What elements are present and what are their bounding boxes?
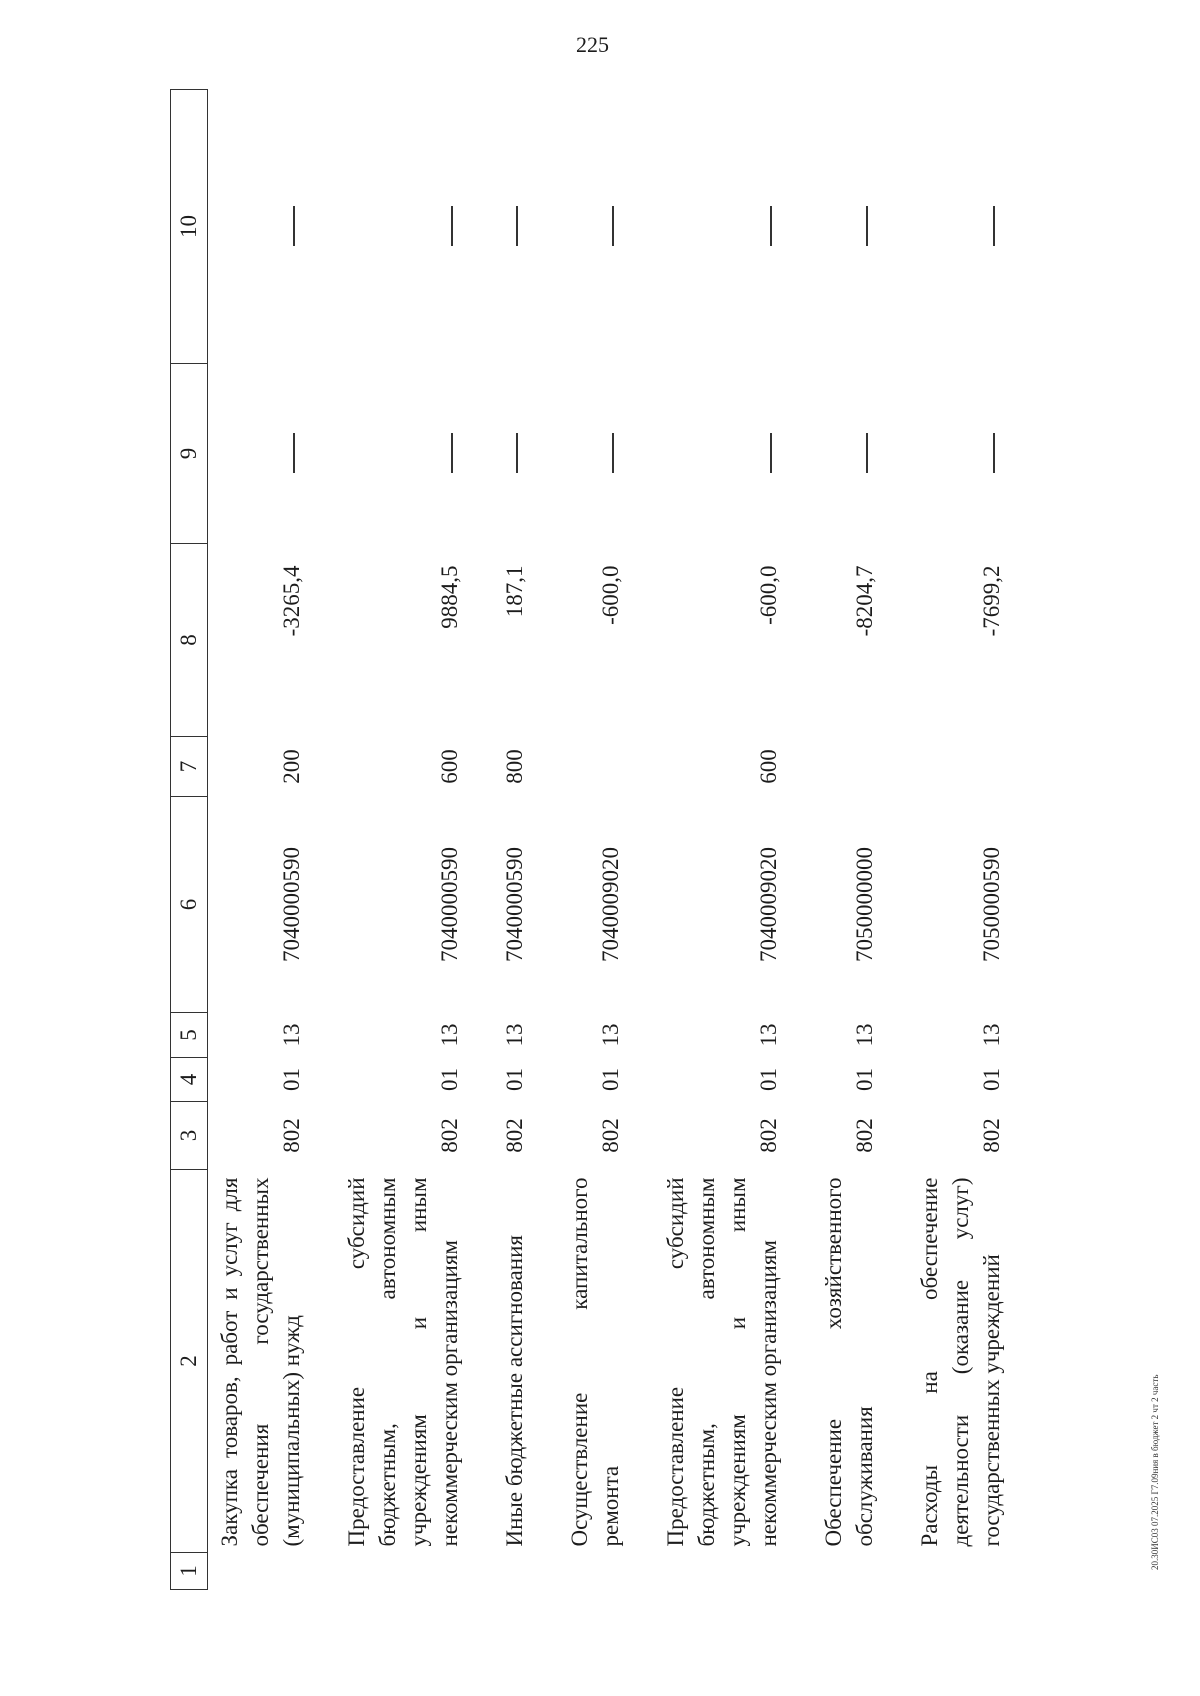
- column-header: 1: [171, 1553, 208, 1590]
- target-article-cell: 7050000590: [979, 847, 1004, 962]
- amount-cell: -7699,2: [979, 565, 1004, 637]
- column-10-cell: [886, 90, 1013, 364]
- expense-name-cell: Предоставление субсидий бюджетным, автономным учреждениям и иным некоммерческим организациям: [663, 1177, 781, 1547]
- dash-mark: [612, 207, 614, 247]
- amount-cell: -600,0: [598, 565, 623, 625]
- column-header: 10: [171, 90, 208, 364]
- dash-mark: [993, 434, 995, 474]
- ministry-code-cell: 802: [852, 1118, 877, 1153]
- target-article-cell: 7040000590: [437, 847, 462, 962]
- dash-mark: [293, 207, 295, 247]
- amount-cell: -600,0: [756, 565, 781, 625]
- section-code-cell: 01: [437, 1068, 462, 1091]
- expense-type-cell: 600: [756, 749, 781, 784]
- dash-mark: [293, 434, 295, 474]
- expense-type-cell: [886, 737, 1013, 797]
- ministry-code-cell: 802: [279, 1118, 304, 1153]
- dash-mark: [516, 434, 518, 474]
- expense-name-cell: Закупка товаров, работ и услуг для обеспечения государственных (муниципальных) нужд: [217, 1177, 304, 1547]
- expense-type-cell: 800: [502, 749, 527, 784]
- amount-cell: 9884,5: [437, 565, 462, 629]
- subsection-code-cell: 13: [437, 1023, 462, 1047]
- column-header: 5: [171, 1013, 208, 1058]
- column-10-cell: [790, 90, 886, 364]
- column-header: 4: [171, 1058, 208, 1102]
- subsection-code-cell: 13: [852, 1023, 877, 1047]
- column-10-cell: [536, 90, 632, 364]
- column-header: 7: [171, 737, 208, 797]
- dash-mark: [770, 207, 772, 247]
- section-code-cell: 01: [756, 1068, 781, 1091]
- dash-mark: [612, 434, 614, 474]
- expense-type-cell: [790, 737, 886, 797]
- dash-mark: [993, 207, 995, 247]
- row-number-cell: [886, 1553, 1013, 1590]
- ministry-code-cell: 802: [598, 1118, 623, 1153]
- column-10-cell: [632, 90, 790, 364]
- amount-cell: 187,1: [502, 565, 527, 618]
- column-9-cell: [208, 364, 314, 544]
- ministry-code-cell: 802: [979, 1118, 1004, 1153]
- section-code-cell: 01: [279, 1068, 304, 1091]
- table-row: [536, 90, 632, 1590]
- column-9-cell: [313, 364, 471, 544]
- expense-type-cell: 600: [437, 749, 462, 784]
- table-header-row: [171, 90, 208, 1590]
- budget-table: [170, 89, 1013, 1590]
- column-9-cell: [886, 364, 1013, 544]
- expense-type-cell: [536, 737, 632, 797]
- subsection-code-cell: 13: [279, 1023, 304, 1047]
- table-row: [632, 90, 790, 1590]
- subsection-code-cell: 13: [979, 1023, 1004, 1047]
- ministry-code-cell: 802: [502, 1118, 527, 1153]
- table-row: [313, 90, 471, 1590]
- table-row: [471, 90, 536, 1590]
- budget-table-sheet: [170, 90, 1045, 1590]
- section-code-cell: 01: [852, 1068, 877, 1091]
- column-header: 6: [171, 797, 208, 1013]
- amount-cell: -8204,7: [852, 565, 877, 637]
- column-9-cell: [790, 364, 886, 544]
- column-header: 8: [171, 544, 208, 737]
- expense-name-cell: Иные бюджетные ассигнования: [502, 1235, 527, 1547]
- table-row: [886, 90, 1013, 1590]
- row-number-cell: [632, 1553, 790, 1590]
- column-9-cell: [632, 364, 790, 544]
- column-9-cell: [536, 364, 632, 544]
- dash-mark: [451, 207, 453, 247]
- target-article-cell: 7040000590: [279, 847, 304, 962]
- expense-name-cell: Предоставление субсидий бюджетным, автономным учреждениям и иным некоммерческим организациям: [344, 1177, 462, 1547]
- expense-name-cell: Обеспечение хозяйственного обслуживания: [821, 1177, 877, 1547]
- table-row: [208, 90, 314, 1590]
- column-10-cell: [208, 90, 314, 364]
- expense-type-cell: 200: [279, 749, 304, 784]
- target-article-cell: 7040000590: [502, 847, 527, 962]
- section-code-cell: 01: [979, 1068, 1004, 1091]
- section-code-cell: 01: [598, 1068, 623, 1091]
- dash-mark: [770, 434, 772, 474]
- section-code-cell: 01: [502, 1068, 527, 1091]
- target-article-cell: 7040009020: [756, 847, 781, 962]
- table-body: [208, 90, 1014, 1590]
- expense-name-cell: Расходы на обеспечение деятельности (оказание услуг) государственных учреждений: [917, 1177, 1004, 1547]
- table-row: [790, 90, 886, 1590]
- subsection-code-cell: 13: [598, 1023, 623, 1047]
- column-header: 9: [171, 364, 208, 544]
- dash-mark: [866, 434, 868, 474]
- ministry-code-cell: 802: [437, 1118, 462, 1153]
- subsection-code-cell: 13: [502, 1023, 527, 1047]
- expense-name-cell: Осуществление капитального ремонта: [567, 1177, 623, 1547]
- amount-cell: -3265,4: [279, 565, 304, 637]
- footer-note: 20.30ИС03 07.2025 Г7.09ния в бюджет 2 чт 2 часть: [1150, 1374, 1160, 1570]
- ministry-code-cell: 802: [756, 1118, 781, 1153]
- column-9-cell: [471, 364, 536, 544]
- column-10-cell: [471, 90, 536, 364]
- column-10-cell: [313, 90, 471, 364]
- row-number-cell: [208, 1553, 314, 1590]
- target-article-cell: 7040009020: [598, 847, 623, 962]
- row-number-cell: [313, 1553, 471, 1590]
- column-header: 2: [171, 1170, 208, 1553]
- column-header: 3: [171, 1102, 208, 1170]
- page-number: 225: [576, 32, 609, 57]
- dash-mark: [451, 434, 453, 474]
- dash-mark: [516, 207, 518, 247]
- target-article-cell: 7050000000: [852, 847, 877, 962]
- dash-mark: [866, 207, 868, 247]
- row-number-cell: [471, 1553, 536, 1590]
- row-number-cell: [790, 1553, 886, 1590]
- subsection-code-cell: 13: [756, 1023, 781, 1047]
- row-number-cell: [536, 1553, 632, 1590]
